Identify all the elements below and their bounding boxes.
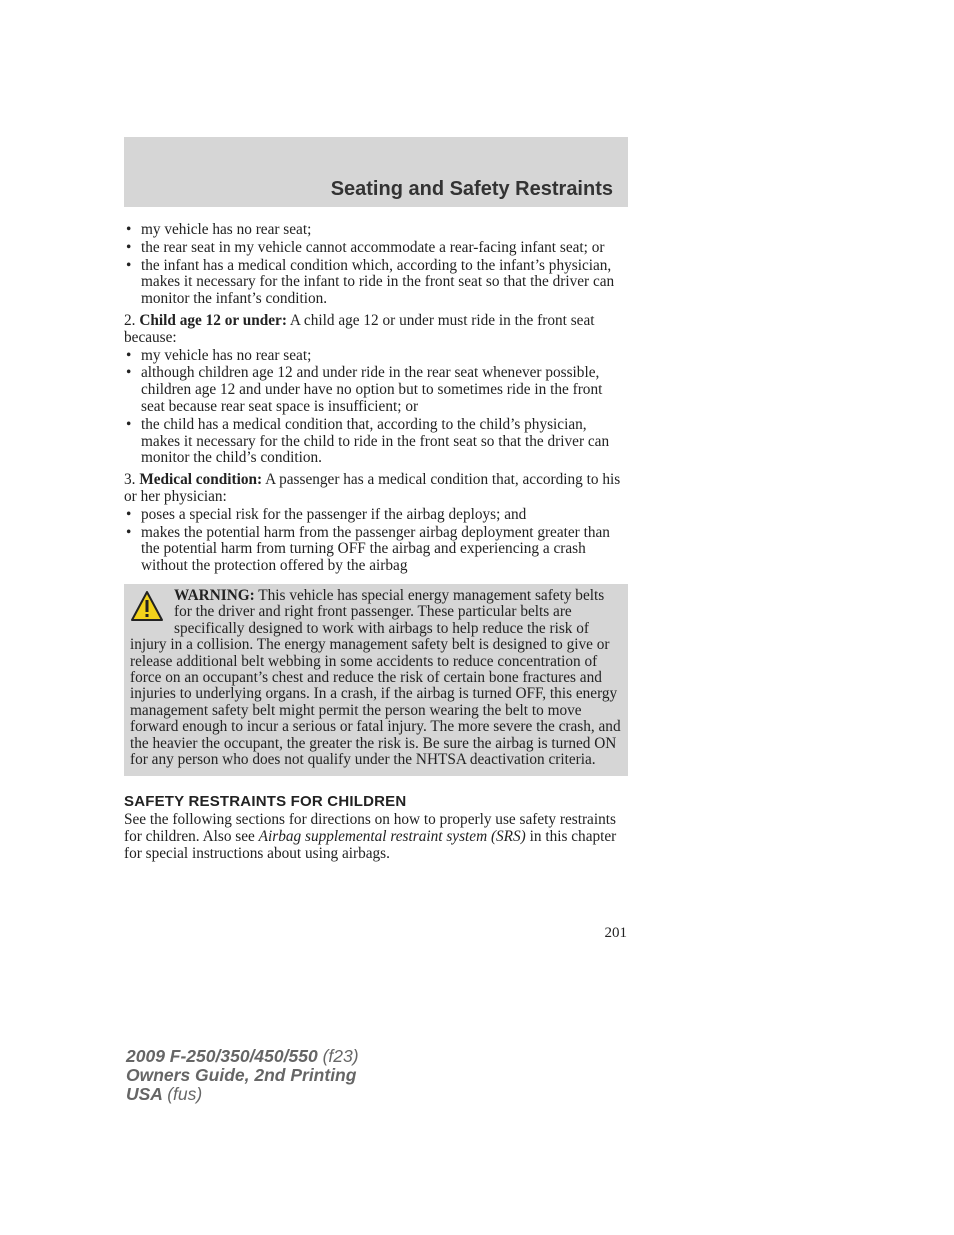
item-heading: Child age 12 or under:: [139, 311, 287, 329]
footer-guide: Owners Guide, 2nd Printing: [126, 1065, 357, 1085]
item-heading: Medical condition:: [139, 471, 263, 489]
numbered-item-medical-condition: [124, 472, 628, 506]
footer-line-model: [126, 1047, 359, 1066]
warning-box: [124, 584, 628, 776]
bullet-icon: •: [126, 256, 132, 274]
footer-region: USA: [126, 1084, 163, 1104]
list-item-text: my vehicle has no rear seat;: [141, 221, 312, 238]
list-item: [124, 365, 628, 415]
bullet-list-infant: [124, 222, 628, 308]
bullet-icon: •: [126, 505, 132, 523]
page-number: 201: [604, 925, 627, 941]
section-header-band: [124, 137, 628, 207]
bullet-icon: •: [126, 364, 132, 382]
item-text: A passenger has a medical condition that, according to his or her physician:: [124, 471, 621, 505]
list-item-text: the child has a medical condition that, according to the child’s physician, makes it necessary for the child to ride in the front seat so that the driver can monitor the child’s condition.: [141, 415, 610, 467]
section-title: Seating and Safety Restraints: [330, 178, 613, 200]
bullet-list-child: [124, 348, 628, 468]
list-item-text: poses a special risk for the passenger if the airbag deploys; and: [141, 505, 527, 523]
footer-model-code: (f23): [322, 1046, 359, 1066]
section-heading: SAFETY RESTRAINTS FOR CHILDREN: [124, 793, 407, 811]
warning-text: This vehicle has special energy management safety belts for the driver and right front passenger. These particular belts are specifically designed to work with airbags to help reduce the risk of injury in a collision. The energy management safety belt is designed to give or release additional belt webbing in some accidents to reduce concentration of force on an occupant’s chest and reduce the risk of certain bone fractures and injuries to underlying organs. In a crash, if the airbag is turned OFF, this energy management safety belt might permit the person wearing the belt to move forward enough to incur a serious or fatal injury. The more severe the crash, and the heavier the occupant, the greater the risk is. Be sure the airbag is turned ON for any person who does not qualify under the NHTSA deactivation criteria.: [130, 586, 621, 768]
bullet-icon: •: [126, 238, 132, 256]
bullet-icon: •: [126, 346, 132, 364]
item-text: A child age 12 or under must ride in the front seat because:: [124, 311, 595, 346]
warning-label: WARNING:: [174, 586, 255, 604]
list-item: [124, 525, 628, 575]
list-item: [124, 258, 628, 308]
list-item-text: the infant has a medical condition which, according to the infant’s physician, makes it necessary for the infant to ride in the front seat so that the driver can monitor the infant’s condition.: [141, 256, 615, 308]
paragraph-text-after: in this chapter for special instructions about using airbags.: [124, 828, 617, 862]
list-item: [124, 507, 628, 524]
list-item: [124, 348, 628, 365]
warning-triangle-icon: [130, 590, 164, 623]
bullet-icon: •: [126, 523, 132, 541]
bullet-list-medical: [124, 507, 628, 575]
footer-line-region: [126, 1085, 359, 1104]
list-item-text: makes the potential harm from the passenger airbag deployment greater than the potential harm from turning OFF the airbag and experiencing a crash without the protection offered by the airbag: [141, 523, 610, 575]
bullet-icon: •: [126, 415, 132, 433]
list-item: [124, 417, 628, 467]
srs-reference: Airbag supplemental restraint system (SRS): [258, 828, 526, 845]
list-item: [124, 240, 628, 257]
list-item-text: my vehicle has no rear seat;: [141, 346, 312, 364]
list-item-text: although children age 12 and under ride in the rear seat whenever possible, children age 12 and under have no option but to sometimes ride in the front seat because rear seat space is insufficient; or: [141, 364, 603, 415]
paragraph-text-before: See the following sections for directions on how to properly use safety restraints for children. Also see: [124, 811, 616, 845]
list-item-text: the rear seat in my vehicle cannot accommodate a rear-facing infant seat; or: [141, 238, 605, 256]
list-item: [124, 222, 628, 239]
item-number: 3.: [124, 471, 136, 489]
numbered-item-child-age: [124, 313, 628, 347]
footer-model: 2009 F-250/350/450/550: [126, 1046, 318, 1066]
item-number: 2.: [124, 311, 136, 329]
page-content: [124, 221, 628, 863]
document-footer: [126, 1047, 359, 1104]
footer-region-code: (fus): [167, 1084, 203, 1104]
section-paragraph: [124, 812, 628, 862]
bullet-icon: •: [126, 221, 132, 238]
